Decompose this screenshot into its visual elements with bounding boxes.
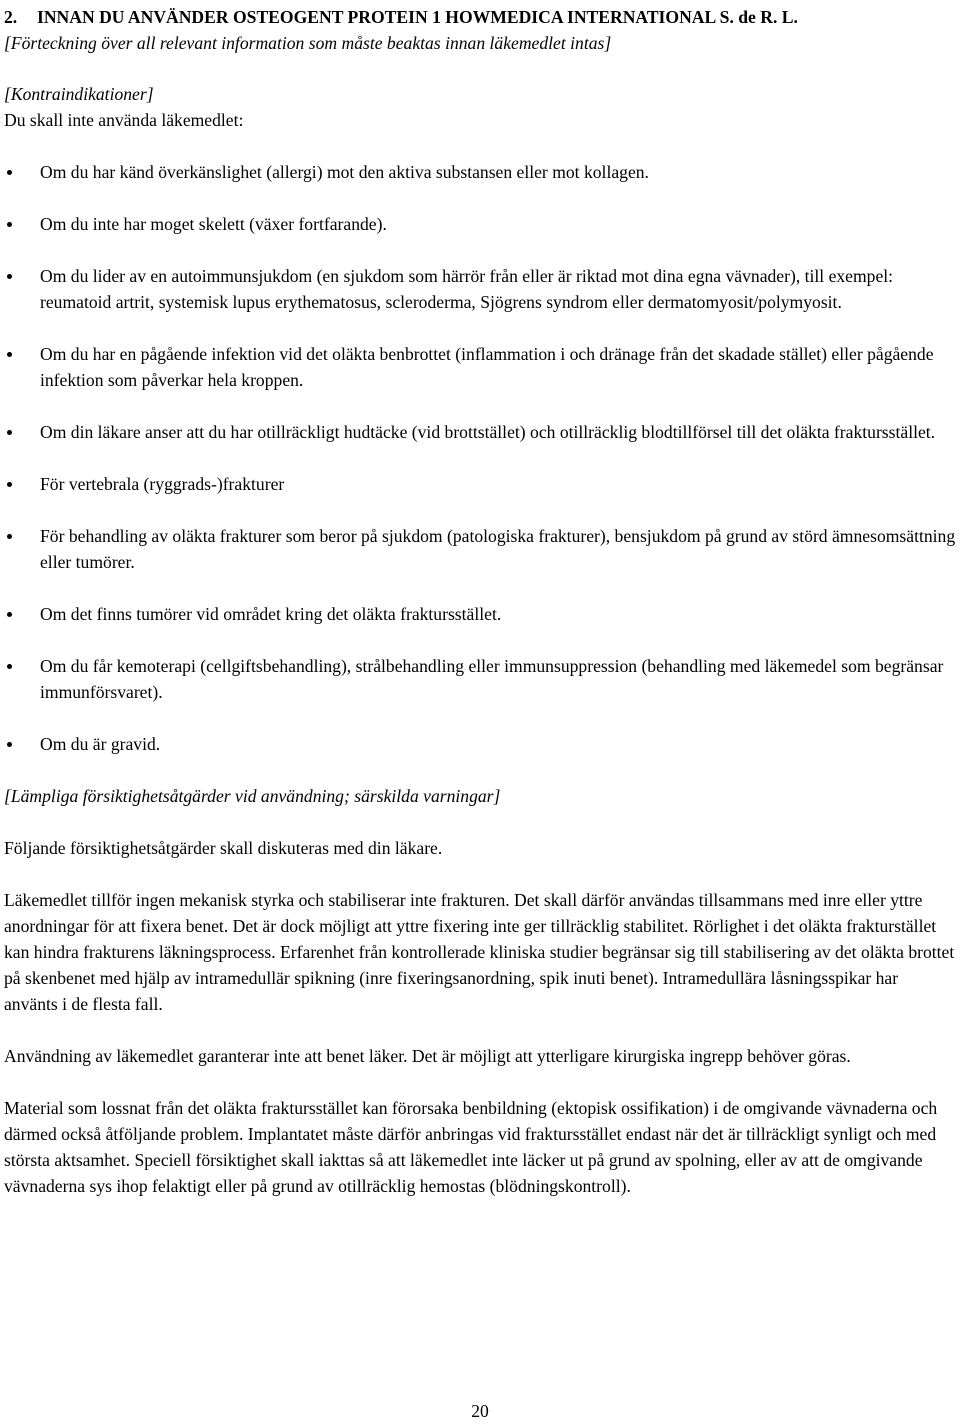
intro-note: [Förteckning över all relevant information som måste beaktas innan läkemedlet intas] xyxy=(4,33,612,53)
list-item xyxy=(4,263,956,315)
document-page xyxy=(4,4,956,1199)
list-item-text: Om du har känd överkänslighet (allergi) mot den aktiva substansen eller mot kollagen. xyxy=(40,162,649,182)
contraindications-lead: Du skall inte använda läkemedlet: xyxy=(4,110,244,130)
precautions-heading: [Lämpliga försiktighetsåtgärder vid användning; särskilda varningar] xyxy=(4,786,501,806)
list-item-text: För behandling av oläkta frakturer som beror på sjukdom (patologiska frakturer), bensjukdom på grund av störd ämnesomsättning eller tumörer. xyxy=(40,526,956,572)
list-item xyxy=(4,159,956,185)
precautions-paragraph: Material som lossnat från det oläkta fraktursstället kan förorsaka benbildning (ektopisk ossifikation) i de omgivande vävnaderna och därmed också åtföljande problem. Implantatet måste därför anbringas vid fraktursstället endast när det är tillräckligt synligt och med största aktsamhet. Speciell försiktighet skall iakttas så att läkemedlet inte läcker ut på grund av spolning, eller av att de omgivande vävnaderna sys ihop felaktigt eller på grund av otillräcklig hemostas (blödningskontroll). xyxy=(4,1098,938,1196)
list-item-text: Om du får kemoterapi (cellgiftsbehandling), strålbehandling eller immunsuppression (behandling med läkemedel som begränsar immunförsvaret). xyxy=(40,656,944,702)
list-item-text: Om du lider av en autoimmunsjukdom (en sjukdom som härrör från eller är riktad mot dina egna vävnader), till exempel: reumatoid artrit, systemisk lupus erythematosus, scleroderma, Sjögrens syndrom eller dermatomyosit/polymyosit. xyxy=(40,266,894,312)
precautions-paragraph: Läkemedlet tillför ingen mekanisk styrka och stabiliserar inte frakturen. Det skall därför användas tillsammans med inre eller yttre anordningar för att fixera benet. Det är dock möjligt att yttre fixering inte ger tillräcklig stabilitet. Rörlighet i det oläkta frakturstället kan hindra frakturens läkningsprocess. Erfarenhet från kontrollerade kliniska studier begränsar sig till stabilisering av det oläkta brottet på skenbenet med hjälp av intramedullär spikning (inre fixeringsanordning, spik inuti benet). Intramedullära låsningsspikar har använts i de flesta fall. xyxy=(4,890,955,1014)
bullet-icon xyxy=(7,222,12,227)
contraindications-list xyxy=(4,159,956,757)
bullet-icon xyxy=(7,482,12,487)
list-item xyxy=(4,471,956,497)
list-item xyxy=(4,341,956,393)
bullet-icon xyxy=(7,664,12,669)
bullet-icon xyxy=(7,612,12,617)
list-item-text: För vertebrala (ryggrads-)frakturer xyxy=(40,474,285,494)
bullet-icon xyxy=(7,274,12,279)
list-item xyxy=(4,653,956,705)
list-item-text: Om du är gravid. xyxy=(40,734,161,754)
list-item-text: Om det finns tumörer vid området kring det oläkta fraktursstället. xyxy=(40,604,502,624)
list-item-text: Om din läkare anser att du har otillräckligt hudtäcke (vid brottstället) och otillräcklig blodtillförsel till det oläkta fraktursstället. xyxy=(40,422,936,442)
list-item xyxy=(4,601,956,627)
list-item xyxy=(4,523,956,575)
section-title: INNAN DU ANVÄNDER OSTEOGENT PROTEIN 1 HOWMEDICA INTERNATIONAL S. de R. L. xyxy=(37,7,798,27)
bullet-icon xyxy=(7,534,12,539)
list-item xyxy=(4,211,956,237)
list-item xyxy=(4,419,956,445)
bullet-icon xyxy=(7,352,12,357)
bullet-icon xyxy=(7,430,12,435)
contraindications-heading: [Kontraindikationer] xyxy=(4,84,154,104)
precautions-paragraph: Följande försiktighetsåtgärder skall diskuteras med din läkare. xyxy=(4,838,443,858)
list-item-text: Om du inte har moget skelett (växer fortfarande). xyxy=(40,214,387,234)
bullet-icon xyxy=(7,170,12,175)
section-number: 2. xyxy=(4,7,18,27)
precautions-paragraph: Användning av läkemedlet garanterar inte att benet läker. Det är möjligt att ytterligare kirurgiska ingrepp behöver göras. xyxy=(4,1046,851,1066)
bullet-icon xyxy=(7,742,12,747)
page-number: 20 xyxy=(471,1401,489,1421)
list-item-text: Om du har en pågående infektion vid det oläkta benbrottet (inflammation i och dränage från det skadade stället) eller pågående infektion som påverkar hela kroppen. xyxy=(40,344,934,390)
list-item xyxy=(4,731,956,757)
section-heading xyxy=(4,4,956,30)
